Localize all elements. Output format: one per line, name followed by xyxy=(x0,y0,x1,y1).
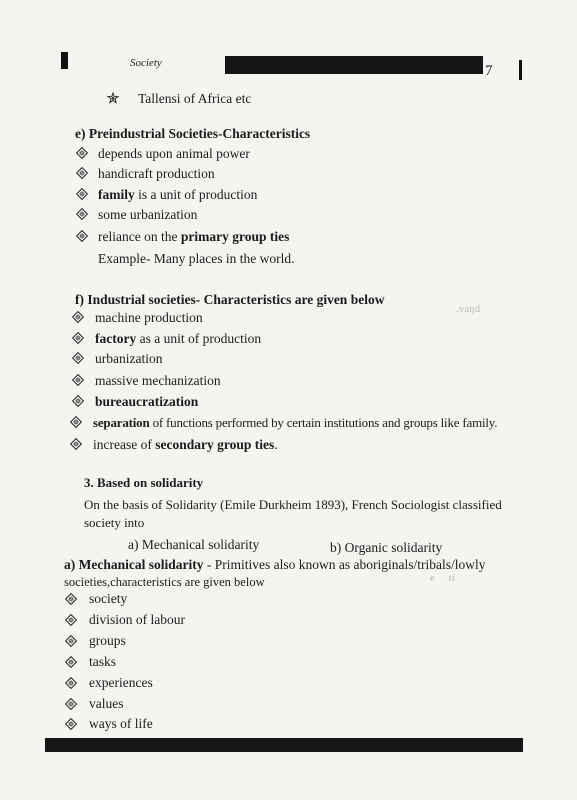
corner-mark xyxy=(519,60,522,80)
diamond-bullet-icon xyxy=(72,374,84,386)
list-item: values xyxy=(89,696,124,711)
bleed-through: .vaŋd xyxy=(456,303,481,315)
diamond-bullet-icon xyxy=(65,677,77,689)
footer-bar xyxy=(45,738,523,752)
section-heading-industrial: f) Industrial societies- Characteristics are given below xyxy=(75,292,385,307)
option-mechanical: a) Mechanical solidarity xyxy=(128,537,260,552)
diamond-bullet-icon xyxy=(65,593,77,605)
list-item: experiences xyxy=(89,675,153,690)
diamond-bullet-icon xyxy=(70,416,82,428)
list-item: separation of functions performed by certain institutions and groups like family. xyxy=(93,415,498,430)
diamond-bullet-icon xyxy=(65,698,77,710)
list-item: handicraft production xyxy=(98,166,215,181)
section-heading-preindustrial: e) Preindustrial Societies-Characteristics xyxy=(75,126,311,141)
list-item: factory as a unit of production xyxy=(95,331,262,346)
diamond-bullet-icon xyxy=(72,395,84,407)
example-line: Example- Many places in the world. xyxy=(98,251,295,266)
list-item: reliance on the primary group ties xyxy=(98,229,290,244)
subheading-mechanical: a) Mechanical solidarity - Primitives also known as aboriginals/tribals/lowly xyxy=(64,557,486,572)
list-item: bureaucratization xyxy=(95,394,199,409)
list-item: some urbanization xyxy=(98,207,198,222)
list-item: depends upon animal power xyxy=(98,146,250,161)
list-item: machine production xyxy=(95,310,203,325)
intro-line: society into xyxy=(84,515,145,530)
option-organic: b) Organic solidarity xyxy=(330,540,443,555)
bleed-through: e ti xyxy=(430,572,455,584)
list-item: increase of secondary group ties. xyxy=(93,437,278,452)
page-edge-mark xyxy=(61,52,68,69)
diamond-bullet-icon xyxy=(72,332,84,344)
diamond-bullet-icon xyxy=(76,167,88,179)
list-item: Tallensi of Africa etc xyxy=(138,91,252,106)
list-item: society xyxy=(89,591,128,606)
diamond-bullet-icon xyxy=(72,352,84,364)
list-item: urbanization xyxy=(95,351,163,366)
diamond-bullet-icon xyxy=(76,230,88,242)
subheading-line2: societies,characteristics are given below xyxy=(64,575,265,589)
header-bar xyxy=(225,56,483,74)
list-item: massive mechanization xyxy=(95,373,221,388)
section-heading-solidarity: 3. Based on solidarity xyxy=(84,475,204,490)
list-item: ways of life xyxy=(89,716,153,731)
star-bullet-icon xyxy=(107,92,119,104)
diamond-bullet-icon xyxy=(65,635,77,647)
running-title: Society xyxy=(130,57,162,69)
diamond-bullet-icon xyxy=(76,147,88,159)
list-item: groups xyxy=(89,633,126,648)
list-item: family is a unit of production xyxy=(98,187,258,202)
diamond-bullet-icon xyxy=(65,718,77,730)
intro-line: On the basis of Solidarity (Emile Durkheim 1893), French Sociologist classified xyxy=(84,497,502,512)
diamond-bullet-icon xyxy=(76,208,88,220)
diamond-bullet-icon xyxy=(65,614,77,626)
list-item: division of labour xyxy=(89,612,185,627)
list-item: tasks xyxy=(89,654,116,669)
page-number: 7 xyxy=(485,63,493,79)
diamond-bullet-icon xyxy=(76,188,88,200)
diamond-bullet-icon xyxy=(65,656,77,668)
diamond-bullet-icon xyxy=(70,438,82,450)
diamond-bullet-icon xyxy=(72,311,84,323)
